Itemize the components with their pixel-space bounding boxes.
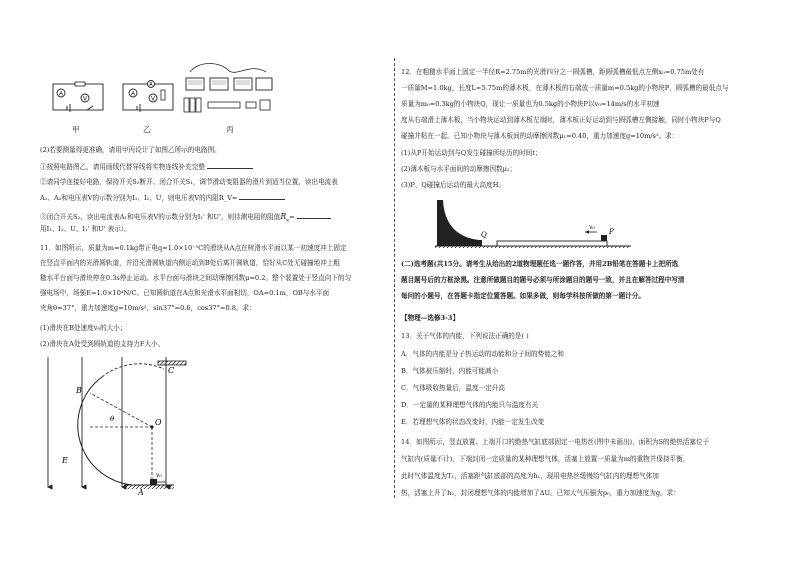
elective-title: 【物理—选修3-3】: [401, 314, 460, 322]
circuit-figure-jia: [49, 76, 109, 121]
q13-option-d: D．一定量的某种理想气体的内能只与温度有关: [401, 401, 539, 409]
figure-label-yi: 乙: [143, 125, 151, 134]
q11-circular-track-figure: [42, 355, 202, 495]
q10-step2-line2: A₁、A₂和电压表V的示数分别为I₁、I₂、U，则电压表V的内阻R_V=: [40, 193, 287, 203]
label-p: P: [609, 228, 614, 236]
svg-text:A: A: [149, 82, 153, 88]
q12-sub1: (1)从P开始运动到与Q发生碰撞所经历的时间t；: [401, 149, 542, 157]
svg-text:A: A: [131, 91, 136, 98]
label-v0-right: v₀: [589, 224, 595, 231]
q13-option-c: C．气体吸收热量后，温度一定升高: [401, 384, 505, 392]
column-divider: [394, 58, 395, 498]
q11-line4: 强电场中，场强E=1.0×10⁴N/C。已知圆轨道在A点和光滑水平面相切，OA=0.1m，OB与水平面: [40, 289, 330, 297]
q11-line3: 糙水平台面与滑块停在0.3s停止运动。水平台面与滑块之间动摩擦因数μ=0.2。整个装置处于竖直向下的匀: [40, 274, 352, 282]
answer-blank[interactable]: [207, 162, 253, 169]
q12-sub2: (2)薄木板与水平面间的动摩擦因数μ₂；: [401, 165, 517, 173]
label-c: C: [168, 366, 175, 375]
figure-label-jia: 甲: [72, 125, 80, 134]
q11-sub2: (2)滑块在A处受到圆轨道的支持力F大小。: [40, 340, 165, 348]
answer-blank[interactable]: [297, 212, 331, 219]
svg-text:V: V: [151, 96, 156, 103]
label-a: A: [138, 488, 144, 497]
answer-blank[interactable]: [239, 193, 285, 200]
q12-line5: 碰撞并粘在一起。已知小物块与薄木板间的动摩擦因数μ₁=0.40，重力加速度g=10m/s²。求：: [401, 132, 679, 140]
figure-label-bing: 丙: [226, 125, 234, 134]
label-v0: v₀: [156, 472, 162, 479]
q13-stem: 13．关于气体的内能，下列说法正确的是( ): [401, 332, 529, 340]
q10-part2: (2)若要测量得更准确，请用甲丙设计了如图乙所示的电路图。: [40, 146, 221, 154]
label-theta: θ: [110, 415, 115, 423]
label-o: O: [155, 418, 162, 427]
q11-line2: 在竖直平面内的光滑圆轨道，并沿光滑圆轨道内侧运动到B处后离开圆轨道，恰好从C处无碰撞地冲上粗: [40, 259, 341, 267]
label-e: E: [62, 456, 68, 465]
q10-step3-line2: 用I₁、I₂、U、I₁' 和U' 表示）。: [40, 225, 131, 233]
circuit-figure-bing: [180, 58, 276, 122]
q14-line3: 此时气体温度为T₁，活塞距气缸底部的高度为h₁，现用电热丝缓慢给气缸内的理想气体加: [401, 472, 659, 480]
q11-line1: 11．如图所示，质量为m=0.1kg带正电q=1.0×10⁻⁵C的滑块从A点在树滑水平面以某一初速度冲上固定: [40, 244, 347, 252]
q10-step1: ①按照电路图乙，请用画线代替导线将实物连线补充完整: [40, 162, 255, 172]
q11-line5: 夹角θ=37°，重力加速度g=10m/s²，sin37°=0.6，cos37°=0.8。求：: [40, 304, 256, 312]
q10-step2-line1: ②请同学连接好电路，保持开关S₂断开、闭合开关S₁，调节滑动变阻器的滑片到适当位置，读出电流表: [40, 178, 338, 186]
section-intro-line1: (二)选考题(共15分。请考生从给出的2道物理题任选一题作答，并用2B铅笔在答题卡上把所选: [401, 260, 679, 268]
q12-board-figure: [435, 196, 635, 248]
q11-sub1: (1)滑块在B处速度v₀的大小；: [40, 324, 127, 332]
q14-line2: 气缸内(质量不计)，下端封闭一定质量的某种理想气体，活塞上放置一质量为m的重物并保持平衡，: [401, 455, 690, 463]
q13-option-e: E．若理想气体的状态改变时，内能一定发生改变: [401, 418, 545, 426]
section-intro-line3: 每问的小题号，在答题卡指定位置答题。如果多做，则每学科按所做的第一题计分。: [401, 292, 645, 300]
q12-sub3: (3)P、Q碰撞后运动的最大高度H。: [401, 181, 506, 189]
circuit-figure-yi: [119, 76, 179, 121]
label-b: B: [76, 386, 82, 395]
q10-step3-line1: ③闭合开关S₂，读出电流表A₁和电压表V的示数分别为I₁' 和U'，则待测电阻的阻值$R_x=$: [40, 212, 333, 225]
q13-option-b: B．气体被压缩时，内能可能减小: [401, 367, 499, 375]
q12-line2: 一质量M=1.0kg，长度L=5.75m的薄木板，在薄木板的右端放一质量m=0.5kg的小物块P，圆弧槽的最低点与: [401, 84, 729, 92]
svg-text:A: A: [59, 91, 64, 98]
q12-line3: 质量为m₀=0.3kg的小物块Q，现让一质量也为0.5kg的小物块P以v₀=14m/s的水平初速: [401, 100, 660, 108]
label-q: Q: [481, 231, 487, 239]
q13-option-a: A．气体的内能是分子热运动的动能和分子间的势能之和: [401, 350, 565, 358]
q12-line1: 12．在粗糙水平面上固定一半径R=2.75m的光滑四分之一圆弧槽，距圆弧槽最低点左侧x₀=0.75m处有: [401, 68, 705, 76]
section-intro-line2: 题目题号后的方框涂黑。注意所做题目的题号必须与所涂题目的题号一致，并且在解答过程中写清: [401, 276, 685, 284]
q12-line4: 度从右端滑上薄木板，当小物块运动到薄木板左端时，薄木板正好运动到与圆弧槽左侧接触，同时小物块P与Q: [401, 116, 721, 124]
q14-line1: 14．如图所示，竖直放置、上端开口的绝热气缸底部固定一电热丝(图中未画出)，面积为S的绝热活塞位于: [401, 438, 710, 446]
q14-line4: 热，活塞上升了h₂，封闭理想气体的内能增加了ΔU。已知大气压强为p₀，重力加速度为g。求：: [401, 489, 680, 497]
svg-text:V: V: [83, 96, 88, 103]
